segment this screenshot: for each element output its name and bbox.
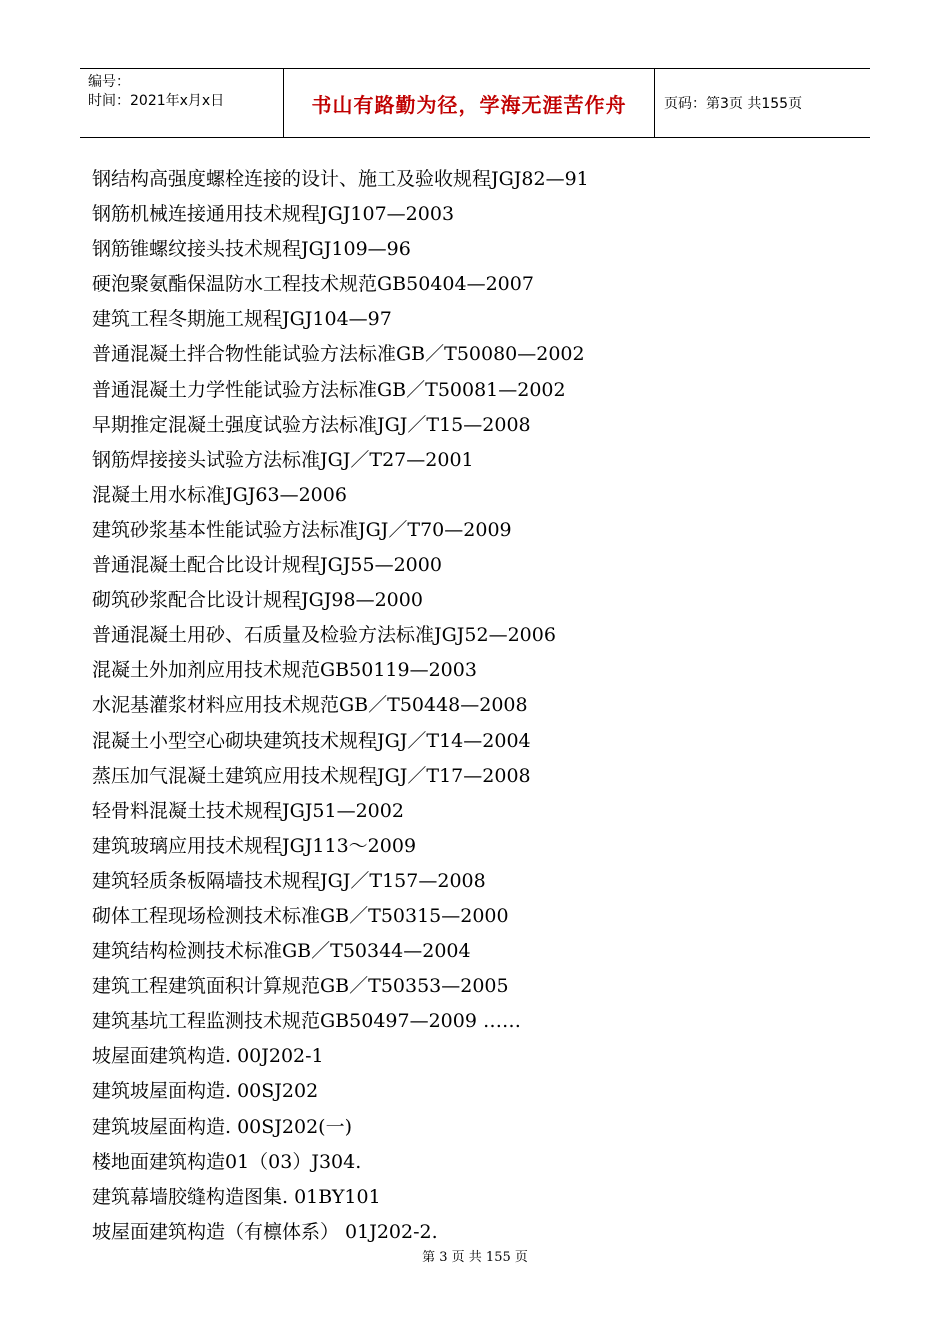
standard-item: 混凝土小型空心砌块建筑技术规程JGJ／T14—2004 bbox=[92, 729, 531, 752]
standard-item: 坡屋面建筑构造（有檩体系） 01J202-2. bbox=[92, 1220, 438, 1243]
number-label: 编号： bbox=[88, 74, 130, 90]
standard-item: 钢筋锥螺纹接头技术规程JGJ109—96 bbox=[92, 238, 411, 261]
standard-item: 坡屋面建筑构造. 00J202-1 bbox=[92, 1045, 324, 1068]
standard-item: 建筑工程冬期施工规程JGJ104—97 bbox=[92, 308, 392, 331]
standard-item: 混凝土用水标准JGJ63—2006 bbox=[92, 483, 347, 506]
header-motto: 书山有路勤为径，学海无涯苦作舟 bbox=[283, 69, 655, 137]
standard-item: 钢结构高强度螺栓连接的设计、施工及验收规程JGJ82—91 bbox=[92, 168, 589, 190]
standard-item: 蒸压加气混凝土建筑应用技术规程JGJ／T17—2008 bbox=[92, 764, 531, 787]
standard-item: 建筑坡屋面构造. 00SJ202 bbox=[92, 1080, 319, 1103]
standard-item: 轻骨料混凝土技术规程JGJ51—2002 bbox=[92, 799, 404, 822]
standard-item: 建筑基坑工程监测技术规范GB50497—2009 …… bbox=[92, 1010, 521, 1033]
page-footer: 第 3 页 共 155 页 bbox=[422, 1250, 528, 1265]
standard-item: 建筑砂浆基本性能试验方法标准JGJ／T70—2009 bbox=[92, 518, 512, 541]
standard-item: 硬泡聚氨酯保温防水工程技术规范GB50404—2007 bbox=[92, 273, 534, 296]
standard-item: 砌体工程现场检测技术标准GB／T50315—2000 bbox=[92, 904, 509, 927]
time-label: 时间：2021年x月x日 bbox=[88, 93, 225, 109]
standard-item: 建筑玻璃应用技术规程JGJ113～2009 bbox=[92, 834, 417, 857]
header-page-info: 页码：第3页 共155页 bbox=[664, 96, 803, 112]
standard-item: 建筑结构检测技术标准GB／T50344—2004 bbox=[92, 940, 471, 963]
standard-item: 早期推定混凝土强度试验方法标准JGJ／T15—2008 bbox=[92, 413, 531, 436]
standard-item: 钢筋焊接接头试验方法标准JGJ／T27—2001 bbox=[92, 448, 474, 471]
standards-list bbox=[92, 162, 892, 1250]
standard-item: 普通混凝土拌合物性能试验方法标准GB／T50080—2002 bbox=[92, 343, 585, 366]
standard-item: 混凝土外加剂应用技术规范GB50119—2003 bbox=[92, 659, 477, 682]
standard-item: 建筑轻质条板隔墙技术规程JGJ／T157—2008 bbox=[92, 869, 486, 892]
standard-item: 水泥基灌浆材料应用技术规范GB／T50448—2008 bbox=[92, 694, 528, 717]
standard-item: 普通混凝土用砂、石质量及检验方法标准JGJ52—2006 bbox=[92, 624, 556, 647]
header-meta bbox=[80, 69, 283, 137]
standard-item: 普通混凝土力学性能试验方法标准GB／T50081—2002 bbox=[92, 378, 566, 401]
page-header bbox=[80, 68, 870, 138]
standard-item: 建筑工程建筑面积计算规范GB／T50353—2005 bbox=[92, 975, 509, 998]
standard-item: 钢筋机械连接通用技术规程JGJ107—2003 bbox=[92, 203, 455, 226]
standard-item: 普通混凝土配合比设计规程JGJ55—2000 bbox=[92, 554, 442, 577]
standard-item: 建筑幕墙胶缝构造图集. 01BY101 bbox=[92, 1185, 381, 1208]
standard-item: 建筑坡屋面构造. 00SJ202(一) bbox=[92, 1115, 352, 1138]
standard-item: 砌筑砂浆配合比设计规程JGJ98—2000 bbox=[92, 589, 423, 612]
standard-item: 楼地面建筑构造01（03）J304. bbox=[92, 1150, 362, 1173]
